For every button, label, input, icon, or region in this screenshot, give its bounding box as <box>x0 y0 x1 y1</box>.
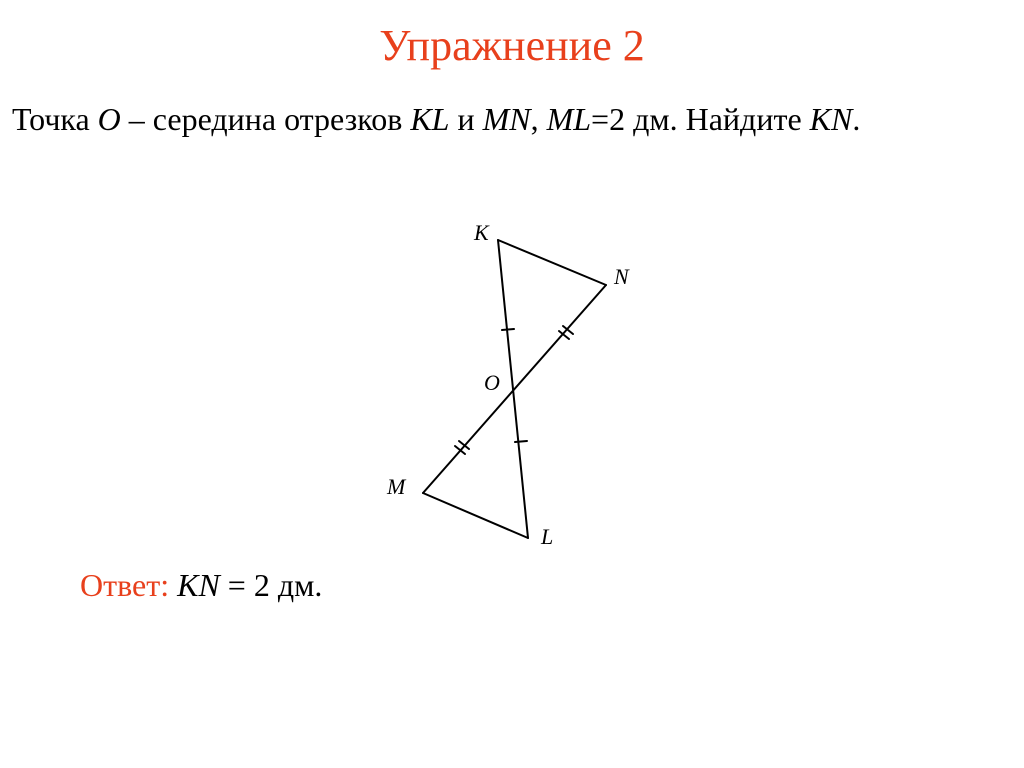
label-k: K <box>474 220 489 245</box>
figure-svg <box>370 212 670 557</box>
segment-kn: KN <box>809 101 853 137</box>
segment-ml-line <box>423 493 528 538</box>
segment-nm-line <box>423 285 606 493</box>
segment-kl: KL <box>410 101 450 137</box>
tick-ol <box>515 441 527 442</box>
point-o: O <box>97 101 121 137</box>
answer-line <box>80 562 322 608</box>
segment-ml: ML <box>546 101 592 137</box>
segment-kn-line <box>498 240 606 285</box>
problem-text: и <box>449 101 483 137</box>
answer-label: Ответ: <box>80 567 170 603</box>
problem-statement <box>12 96 1014 142</box>
label-n: N <box>614 264 629 289</box>
label-m: M <box>387 474 406 499</box>
problem-text: =2 дм. Найдите <box>591 101 810 137</box>
segment-kl-line <box>498 240 528 538</box>
problem-text: . <box>852 101 861 137</box>
answer-value: = 2 дм. <box>219 567 323 603</box>
problem-text: – середина отрезков <box>120 101 411 137</box>
answer-variable: KN <box>177 567 220 603</box>
problem-text: , <box>530 101 547 137</box>
label-l: L <box>541 524 554 549</box>
slide-title: Упражнение 2 <box>379 21 645 70</box>
problem-text: Точка <box>12 101 98 137</box>
segment-mn: MN <box>482 101 531 137</box>
label-o: O <box>484 370 500 395</box>
geometry-figure <box>370 212 670 557</box>
tick-ko <box>502 329 514 330</box>
